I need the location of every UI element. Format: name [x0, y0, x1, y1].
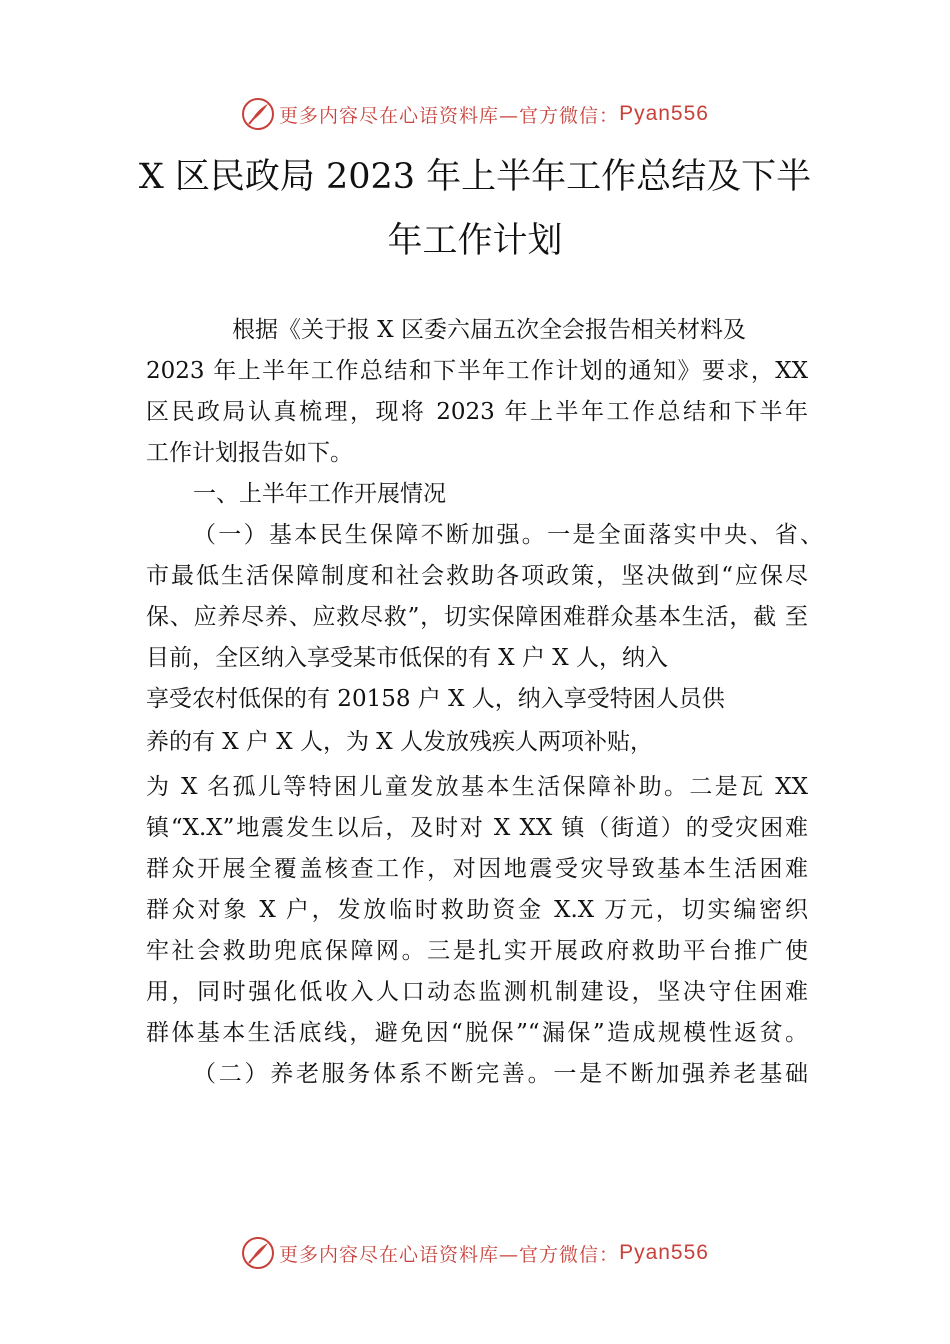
body-line: 用，同时强化低收入人口动态监测机制建设，坚决守住困难	[146, 979, 808, 1005]
body-line: 工作计划报告如下。	[146, 440, 353, 466]
quill-logo-icon	[241, 1236, 275, 1270]
quill-logo-icon	[241, 97, 275, 131]
subsection-line: （二）养老服务体系不断完善。一是不断加强养老基础	[193, 1061, 808, 1087]
watermark-wechat-id: Pyan556	[619, 1241, 709, 1264]
watermark-text: 更多内容尽在心语资料库	[279, 104, 500, 127]
body-line: 目前，全区纳入享受某市低保的有 X 户 X 人，纳入	[146, 645, 668, 671]
body-line: 群众对象 X 户，发放临时救助资金 X.X 万元，切实编密织	[146, 897, 808, 923]
watermark-wechat-id: Pyan556	[619, 102, 709, 125]
body-line: 保、应养尽养、应救尽救”，切实保障困难群众基本生活，截 至	[146, 604, 808, 630]
body-line: 群体基本生活底线，避免因“脱保”“漏保”造成规模性返贫。	[146, 1020, 808, 1046]
body-line: 为 X 名孤儿等特困儿童发放基本生活保障补助。二是瓦 XX	[146, 774, 808, 800]
watermark-wechat-label: —官方微信：	[499, 104, 620, 127]
watermark-text: 更多内容尽在心语资料库	[279, 1243, 500, 1266]
body-line: 养的有 X 户 X 人，为 X 人发放残疾人两项补贴，	[146, 729, 653, 755]
body-line: 牢社会救助兜底保障网。三是扎实开展政府救助平台推广使	[146, 938, 808, 964]
document-title-line-2: 年工作计划	[387, 221, 563, 261]
watermark-banner-top	[0, 94, 950, 134]
body-line: 享受农村低保的有 20158 户 X 人，纳入享受特困人员供	[146, 686, 725, 712]
body-line: 市最低生活保障制度和社会救助各项政策，坚决做到“应保尽	[146, 563, 808, 589]
body-line: 镇“X.X”地震发生以后，及时对 X XX 镇（街道）的受灾困难	[146, 815, 808, 841]
section-heading: 一、上半年工作开展情况	[193, 481, 446, 507]
body-line: 根据《关于报 X 区委六届五次全会报告相关材料及	[232, 317, 746, 343]
subsection-line: （一）基本民生保障不断加强。一是全面落实中央、省、	[193, 522, 823, 548]
watermark-banner-bottom	[0, 1233, 950, 1273]
body-line: 群众开展全覆盖核查工作，对因地震受灾导致基本生活困难	[146, 856, 808, 882]
body-line: 2023 年上半年工作总结和下半年工作计划的通知》要求，XX	[146, 358, 808, 384]
document-title-line-1: X 区民政局 2023 年上半年工作总结及下半	[138, 157, 812, 197]
body-line: 区民政局认真梳理，现将 2023 年上半年工作总结和下半年	[146, 399, 808, 425]
watermark-wechat-label: —官方微信：	[499, 1243, 620, 1266]
